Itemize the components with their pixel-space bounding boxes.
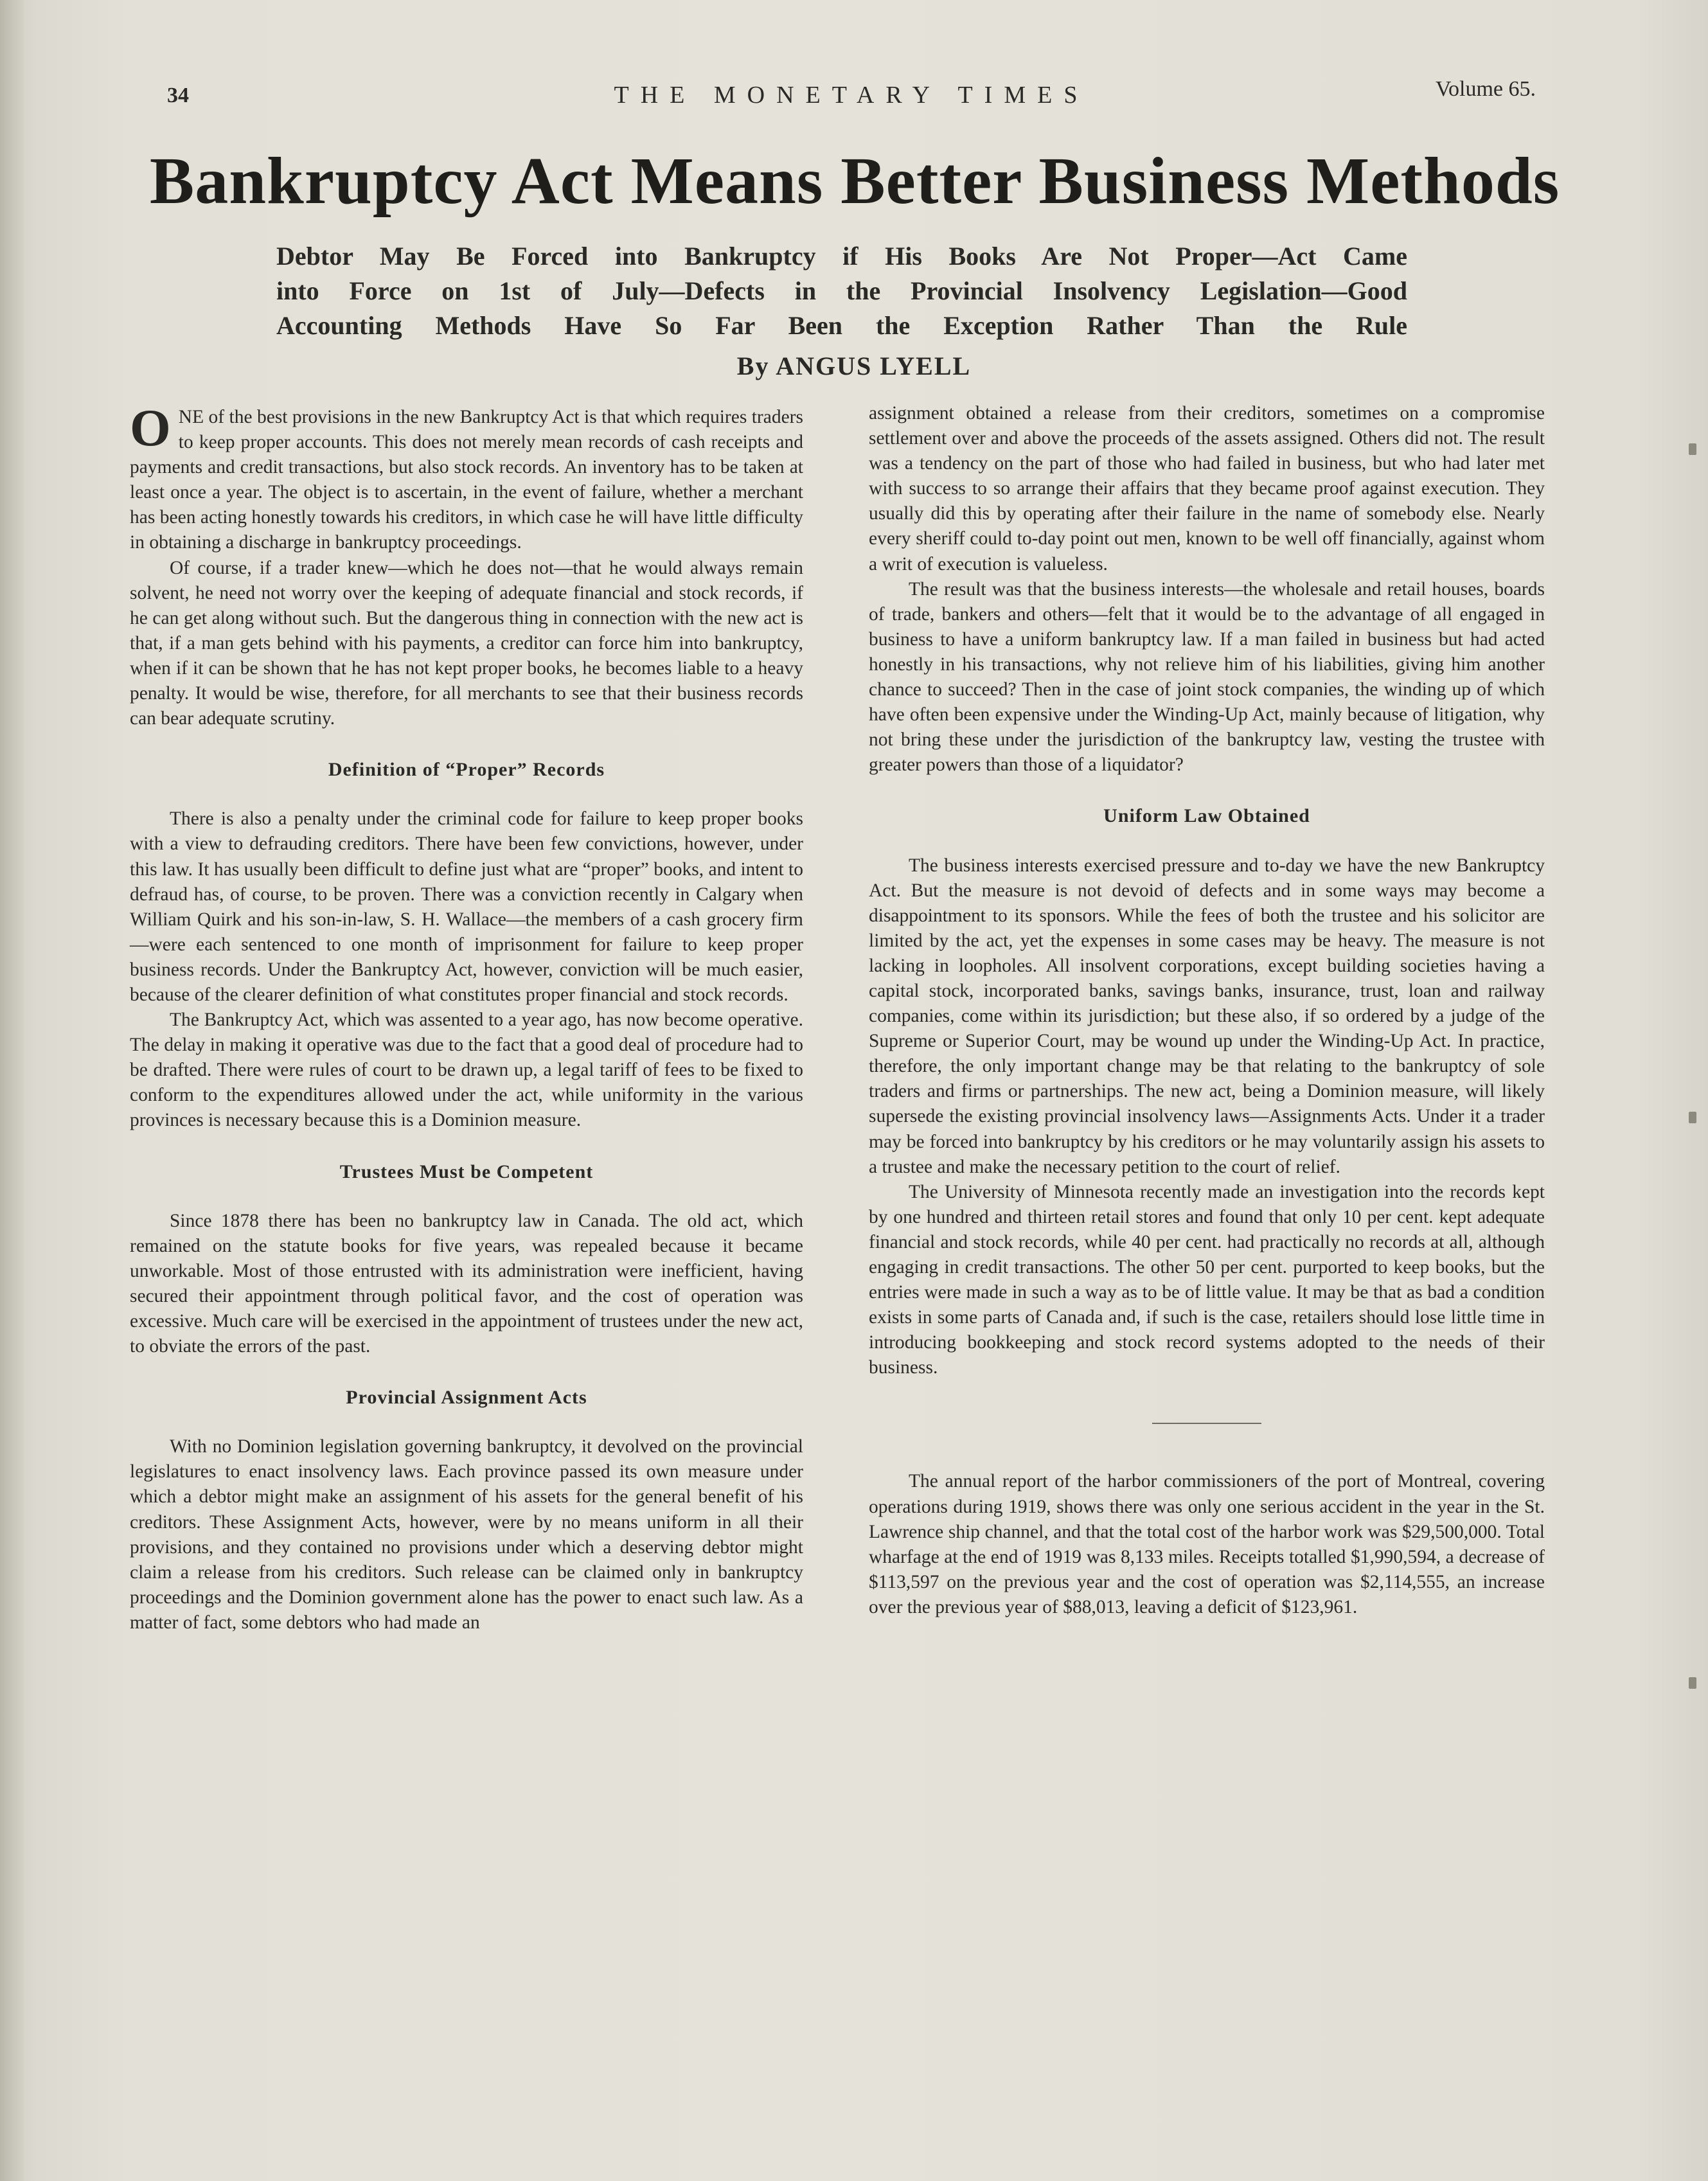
section-divider <box>1152 1423 1261 1424</box>
paragraph: The business interests exercised pressure and to-day we have the new Bankruptcy Act. But the measure is not devoid of defects and in some ways may become a disappointment to its sponsors. While the fees of both the trustee and his solicitor are limited by the act, yet the expenses in some cases may be heavy. The measure is not lacking in loopholes. All insolvent corporations, except building societies having a capital stock, incorporated banks, savings banks, insurance, trust, loan and railway companies, come within its jurisdiction; but these also, if so ordered by a judge of the Supreme or Superior Court, may be wound up under the Winding-Up Act. In practice, therefore, the only important change may be that relating to the bankruptcy of sole traders and firms or partnerships. The new act, being a Dominion measure, will likely supersede the existing provincial insolvency laws—Assignments Acts. Under it a trader may be forced into bankruptcy by his creditors or he may voluntarily assign his assets to a trustee and make the necessary petition to the court of relief. <box>869 855 1545 1177</box>
deck-line: Accounting Methods Have So Far Been the Exception Rather Than the Rule <box>276 311 1407 340</box>
article-headline: Bankruptcy Act Means Better Business Methods <box>149 144 1560 218</box>
right-column <box>869 401 1545 1620</box>
journal-title: THE MONETARY TIMES <box>614 82 1089 109</box>
volume-label: Volume 65. <box>1435 77 1536 101</box>
margin-tab-mark <box>1689 1677 1696 1689</box>
article-byline: By ANGUS LYELL <box>736 352 972 380</box>
section-heading: Uniform Law Obtained <box>1103 805 1310 827</box>
paragraph: Of course, if a trader knew—which he does not—that he would always remain solvent, he need not worry over the keeping of adequate financial and stock records, if he can get along without such. But the dangerous thing in connection with the new act is that, if a man gets behind with his payments, a creditor can force him into bankruptcy, when if it can be shown that he has not kept proper books, he becomes liable to a heavy penalty. It would be wise, therefore, for all merchants to see that their business records can bear adequate scrutiny. <box>130 557 803 729</box>
paragraph: The University of Minnesota recently made an investigation into the records kept by one hundred and thirteen retail stores and found that only 10 per cent. kept adequate financial and stock records, while 40 per cent. had practically no records at all, although engaging in credit transactions. The other 50 per cent. purported to keep books, but the entries were made in such a way as to be of little value. It may be that as bad a condition exists in some parts of Canada and, if such is the case, retailers should lose little time in introducing bookkeeping and stock record systems adopted to the needs of their business. <box>869 1181 1545 1378</box>
margin-tab-mark <box>1689 443 1696 455</box>
deck-line: into Force on 1st of July—Defects in the Provincial Insolvency Legislation—Good <box>276 276 1407 305</box>
paragraph: assignment obtained a release from their creditors, sometimes on a compromise settlement over and above the proceeds of the assets assigned. Others did not. The result was a tendency on the part of those who had failed in business, but who had later met with success to so arrange their affairs that they became proof against execution. They usually did this by operating after their failure in the name of somebody else. Nearly every sheriff could to-day point out men, known to be well off financially, against whom a writ of execution is valueless. <box>869 403 1545 574</box>
paragraph: There is also a penalty under the criminal code for failure to keep proper books with a view to defrauding creditors. There have been few convictions, however, under this law. It has usually been difficult to define just what are “proper” books, and intent to defraud has, of course, to be proven. There was a conviction recently in Calgary when William Quirk and his son-in-law, S. H. Wallace—the members of a cash grocery firm—were each sentenced to one month of imprisonment for failure to keep proper business records. Under the Bankruptcy Act, however, conviction will be much easier, because of the clearer definition of what constitutes proper financial and stock records. <box>130 808 803 1005</box>
drop-cap: O <box>130 398 171 457</box>
paragraph <box>130 398 803 556</box>
harbor-note: The annual report of the harbor commissioners of the port of Montreal, covering operations during 1919, shows there was only one serious accident in the year in the St. Lawrence ship channel, and that the total cost of the harbor work was $29,500,000. Total wharfage at the end of 1919 was 8,133 miles. Receipts totalled $1,990,594, a decrease of $113,597 on the previous year and the cost of operation was $2,114,555, an increase over the previous year of $88,013, leaving a deficit of $123,961. <box>869 1471 1545 1617</box>
paragraph: With no Dominion legislation governing bankruptcy, it devolved on the provincial legislatures to enact insolvency laws. Each province passed its own measure under which a debtor might make an assignment of his assets for the general benefit of his creditors. These Assignment Acts, however, were by no means uniform in all their provisions, and they contained no provisions under which a deserving debtor might claim a release from his creditors. Such release can be claimed only in bankruptcy proceedings and the Dominion government alone has the power to enact such law. As a matter of fact, some debtors who had made an <box>130 1436 803 1633</box>
article-deck <box>276 239 1407 343</box>
paragraph-text: NE of the best provisions in the new Bankruptcy Act is that which requires traders to keep proper accounts. This does not merely mean records of cash receipts and payments and credit transactions, but also stock records. An inventory has to be taken at least once a year. The object is to ascertain, in the event of failure, whether a merchant has been acting honestly towards his creditors, in which case he will have little difficulty in obtaining a discharge in bankruptcy proceedings. <box>130 407 803 553</box>
margin-tab-mark <box>1689 1112 1696 1123</box>
section-heading: Definition of “Proper” Records <box>328 759 605 781</box>
section-heading: Trustees Must be Competent <box>339 1161 594 1182</box>
section-heading: Provincial Assignment Acts <box>346 1387 587 1409</box>
left-column <box>130 398 803 1635</box>
page-number: 34 <box>167 84 189 107</box>
running-head <box>167 77 1536 116</box>
paragraph: The result was that the business interests—the wholesale and retail houses, boards of trade, bankers and others—felt that it would be to the advantage of all engaged in business to have a uniform bankruptcy law. If a man failed in business but had acted honestly in his transactions, why not relieve him of his liabilities, giving him another chance to succeed? Then in the case of joint stock companies, the winding up of which have often been expensive under the Winding-Up Act, mainly because of litigation, why not bring these under the jurisdiction of the bankruptcy law, vesting the trustee with greater powers than those of a liquidator? <box>869 578 1545 776</box>
paragraph: Since 1878 there has been no bankruptcy law in Canada. The old act, which remained on the statute books for five years, was repealed because it became unworkable. Most of those entrusted with its administration were inefficient, having secured their appointment through political favor, and the cost of operation was excessive. Much care will be exercised in the appointment of trustees under the new act, to obviate the errors of the past. <box>130 1210 803 1357</box>
page-binding-edge <box>0 0 24 2181</box>
paragraph: The Bankruptcy Act, which was assented to a year ago, has now become operative. The delay in making it operative was due to the fact that a good deal of procedure had to be drafted. There were rules of court to be drawn up, a legal tariff of fees to be fixed to conform to the expenditures allowed under the act, while uniformity in the various provinces is necessary because this is a Dominion measure. <box>130 1010 803 1131</box>
deck-line: Debtor May Be Forced into Bankruptcy if His Books Are Not Proper—Act Came <box>276 242 1407 271</box>
